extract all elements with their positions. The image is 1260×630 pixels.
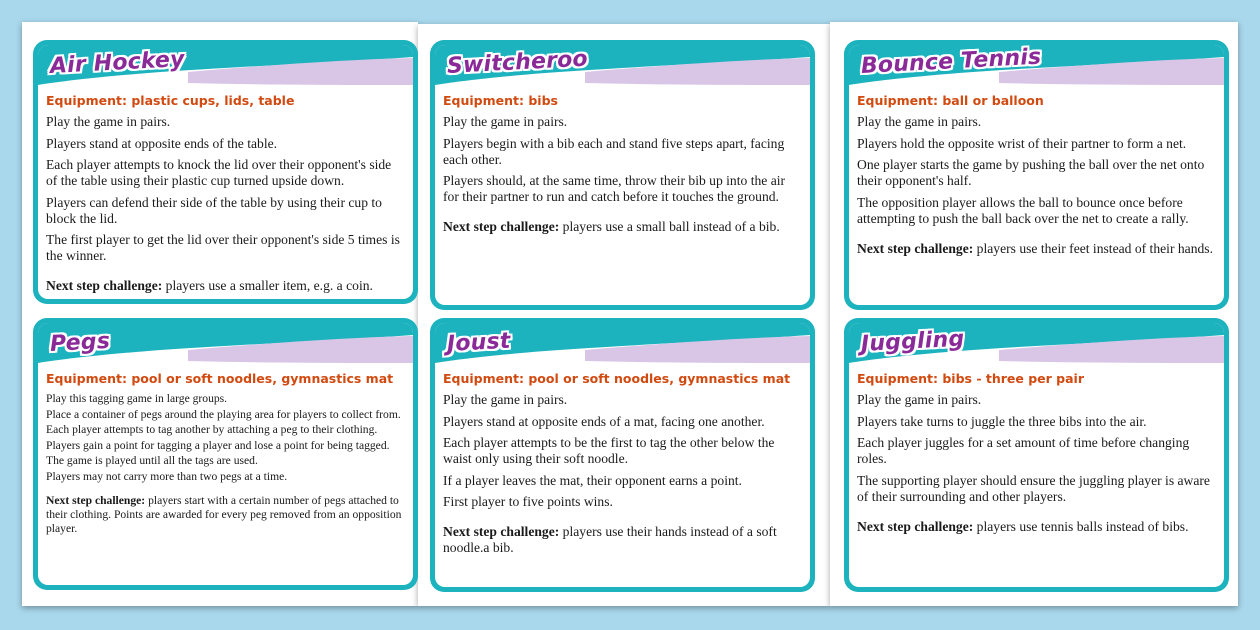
- next-step-challenge: [443, 219, 802, 235]
- card-body: [443, 371, 802, 579]
- equipment-label: Equipment: plastic cups, lids, table: [46, 93, 295, 108]
- challenge-text: players use tennis balls instead of bibs.: [973, 518, 1189, 534]
- card-body: [46, 93, 405, 291]
- instruction-line: Each player attempts to tag another by attaching a peg to their clothing.: [46, 423, 378, 436]
- instruction-line: The opposition player allows the ball to bounce once before attempting to push the ball back over the net to create a rally.: [857, 194, 1189, 226]
- instruction-line: Play the game in pairs.: [857, 114, 982, 129]
- card-title: Switcheroo: [446, 46, 589, 79]
- instruction-line: Play the game in pairs.: [443, 392, 568, 407]
- card-body: [443, 93, 802, 297]
- next-step-challenge: [443, 524, 802, 556]
- instruction-line: Each player attempts to be the first to tag the other below the waist only using their soft noodle.: [443, 435, 775, 466]
- card-body: [857, 371, 1216, 579]
- card-juggling: [844, 318, 1229, 592]
- challenge-label: Next step challenge:: [46, 493, 146, 507]
- equipment-label: Equipment: pool or soft noodles, gymnastics mat: [46, 371, 394, 386]
- card-joust: [430, 318, 815, 592]
- card-inner: [849, 45, 1224, 305]
- instruction-line: Players may not carry more than two pegs at a time.: [46, 469, 288, 483]
- card-body: [857, 93, 1216, 297]
- instruction-line: Players stand at opposite ends of the table.: [46, 135, 278, 151]
- next-step-challenge: [46, 494, 405, 536]
- card-bounce-tennis: [844, 40, 1229, 310]
- card-body: [46, 371, 405, 577]
- challenge-text: players use their hands instead of a soft noodle.a bib.: [443, 524, 777, 555]
- instruction-line: Play the game in pairs.: [857, 392, 982, 407]
- card-inner: [849, 323, 1224, 587]
- instruction-line: One player starts the game by pushing the ball over the net onto their opponent's half.: [857, 157, 1205, 188]
- card-switcheroo: [430, 40, 815, 310]
- challenge-text: players start with a certain number of pegs attached to their clothing. Points are awarded for every peg removed from an opposition player.: [46, 493, 402, 535]
- instruction-line: Players should, at the same time, throw their bib up into the air for their partner to run and catch before it touches the ground.: [443, 173, 786, 204]
- card-title: Air Hockey: [49, 46, 186, 79]
- challenge-text: players use their feet instead of their hands.: [973, 240, 1213, 256]
- challenge-label: Next step challenge:: [443, 219, 560, 234]
- instruction-line: Play this tagging game in large groups.: [46, 392, 228, 405]
- instruction-line: First player to five points wins.: [443, 494, 613, 509]
- challenge-label: Next step challenge:: [857, 240, 974, 256]
- card-title: Juggling: [860, 326, 965, 357]
- next-step-challenge: [857, 519, 1216, 535]
- instruction-line: Each player attempts to knock the lid over their opponent's side of the table using their plastic cup turned upside down.: [46, 157, 392, 188]
- instruction-line: Players begin with a bib each and stand five steps apart, facing each other.: [443, 135, 785, 167]
- instruction-line: The first player to get the lid over their opponent's side 5 times is the winner.: [46, 232, 400, 263]
- card-title: Bounce Tennis: [860, 45, 1042, 79]
- instruction-line: Players hold the opposite wrist of their partner to form a net.: [857, 135, 1187, 151]
- equipment-label: Equipment: bibs - three per pair: [857, 371, 1084, 386]
- equipment-label: Equipment: bibs: [443, 93, 558, 108]
- instruction-line: Players take turns to juggle the three bibs into the air.: [857, 413, 1147, 429]
- instruction-line: Each player juggles for a set amount of time before changing roles.: [857, 435, 1190, 466]
- instruction-line: Players stand at opposite ends of a mat, facing one another.: [443, 413, 765, 429]
- next-step-challenge: [46, 278, 405, 294]
- instruction-line: The game is played until all the tags are used.: [46, 454, 258, 467]
- challenge-label: Next step challenge:: [857, 518, 974, 534]
- card-title: Pegs: [49, 328, 111, 357]
- card-inner: [435, 45, 810, 305]
- instruction-line: The supporting player should ensure the juggling player is aware of their surrounding and other players.: [857, 472, 1210, 504]
- instruction-line: Play the game in pairs.: [443, 114, 568, 129]
- card-title: Joust: [446, 328, 512, 357]
- challenge-text: players use a smaller item, e.g. a coin.: [162, 278, 373, 293]
- instruction-line: Players gain a point for tagging a player and lose a point for being tagged.: [46, 438, 390, 452]
- instruction-line: Players can defend their side of the table by using their cup to block the lid.: [46, 194, 382, 226]
- card-inner: [38, 323, 413, 585]
- instruction-line: Play the game in pairs.: [46, 114, 171, 129]
- equipment-label: Equipment: pool or soft noodles, gymnastics mat: [443, 371, 791, 386]
- challenge-text: players use a small ball instead of a bib.: [559, 219, 780, 234]
- card-air-hockey: [33, 40, 418, 304]
- instruction-line: Place a container of pegs around the playing area for players to collect from.: [46, 407, 401, 421]
- card-inner: [435, 323, 810, 587]
- equipment-label: Equipment: ball or balloon: [857, 93, 1044, 108]
- card-inner: [38, 45, 413, 299]
- challenge-label: Next step challenge:: [443, 524, 560, 539]
- instruction-line: If a player leaves the mat, their opponent earns a point.: [443, 472, 742, 488]
- card-pegs: [33, 318, 418, 590]
- next-step-challenge: [857, 241, 1216, 257]
- challenge-label: Next step challenge:: [46, 278, 163, 293]
